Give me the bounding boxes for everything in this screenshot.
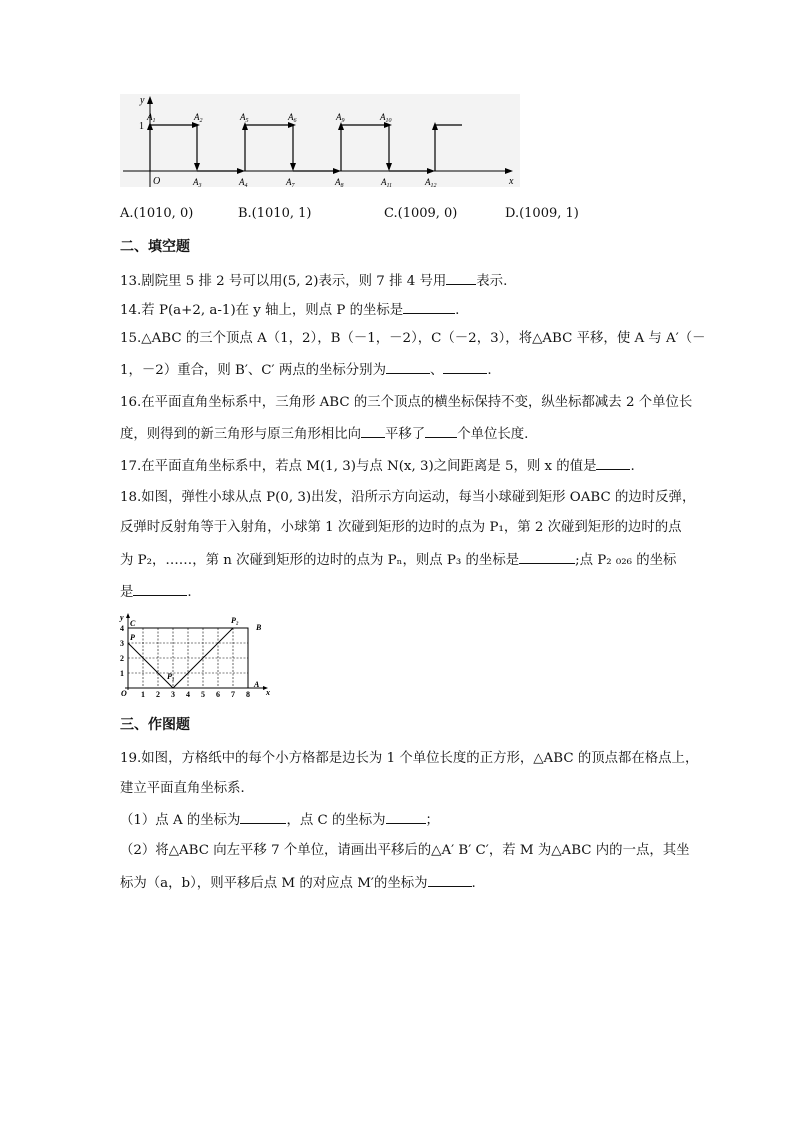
question-16-line2: 度，则得到的新三角形与原三角形相比向 平移了 个单位长度. (120, 424, 528, 444)
fig1-label-a3: $A_3$ (193, 177, 202, 189)
blank-15-c[interactable] (443, 360, 487, 374)
blank-13[interactable] (446, 271, 476, 285)
fig1-label-a2: $A_2$ (194, 112, 203, 124)
fig1-label-a4: $A_4$ (239, 177, 248, 189)
question-15-line2: 1，－2）重合，则 B′、C′ 两点的坐标分别为 、 . (120, 360, 492, 380)
fig2-label-p2: P₂ (231, 616, 239, 625)
question-18-line4: 是 . (120, 582, 192, 602)
fig2-label-p1: P₁ (167, 672, 175, 681)
fig2-x-tick: 7 (231, 690, 235, 699)
zigzag-path-figure (115, 92, 525, 192)
fig1-label-a8: $A_8$ (335, 177, 344, 189)
fig1-label-a1: $A_1$ (147, 112, 156, 124)
rectangle-bounce-figure (116, 612, 276, 702)
fig2-x-tick: 6 (216, 690, 220, 699)
blank-14[interactable] (403, 300, 455, 314)
question-16-line1: 16.在平面直角坐标系中，三角形 ABC 的三个顶点的横坐标保持不变，纵坐标都减去 2 个单位长 (120, 395, 693, 410)
question-13: 13.剧院里 5 排 2 号可以用(5, 2)表示，则 7 排 4 号用 表示. (120, 271, 507, 291)
fig1-label-a7: $A_7$ (286, 177, 295, 189)
fig2-y-tick: 1 (120, 669, 124, 678)
fig2-label-p: P (130, 633, 135, 642)
fig2-label-o: O (121, 689, 127, 698)
option-c[interactable]: C.(1009, 0) (384, 206, 458, 221)
blank-15-b[interactable] (386, 360, 430, 374)
fig1-label-a9: $A_9$ (336, 112, 345, 124)
fig2-y-tick: 4 (120, 624, 124, 633)
fig1-label-a11: $A_{11}$ (381, 177, 393, 189)
fig1-origin-label: O (153, 176, 161, 187)
fig2-x-tick: 1 (141, 690, 145, 699)
fig2-x-tick: 8 (246, 690, 250, 699)
question-17: 17.在平面直角坐标系中，若点 M(1, 3)与点 N(x, 3)之间距离是 5，则 x 的值是 . (120, 456, 635, 476)
option-d[interactable]: D.(1009, 1) (505, 206, 579, 221)
question-19-part1: （1）点 A 的坐标为 ，点 C 的坐标为 ； (120, 810, 439, 830)
blank-19-m[interactable] (428, 873, 472, 887)
fig2-y-tick: 2 (120, 654, 124, 663)
blank-18-p2026[interactable] (133, 582, 187, 596)
blank-18-p3[interactable] (519, 550, 575, 564)
blank-19-c[interactable] (386, 810, 426, 824)
fig1-label-a5: $A_5$ (240, 112, 249, 124)
fig2-x-tick: 3 (171, 690, 175, 699)
fig1-y-label: y (140, 95, 145, 106)
fig1-unit-label: 1 (139, 121, 144, 132)
fig2-label-a: A (254, 680, 260, 689)
fig1-label-a6: $A_6$ (288, 112, 297, 124)
option-a[interactable]: A.(1010, 0) (120, 206, 194, 221)
fig2-y-tick: 3 (120, 639, 124, 648)
fig2-label-b: B (256, 623, 262, 632)
fig1-x-label: x (509, 176, 514, 187)
fig2-x-tick: 2 (156, 690, 160, 699)
question-19-part2-line1: （2）将△ABC 向左平移 7 个单位，请画出平移后的△A′ B′ C′，若 M 为△ABC 内的一点，其坐 (120, 843, 690, 858)
fig2-y-label: y (120, 613, 124, 622)
section-heading-drawing: 三、作图题 (120, 717, 190, 733)
option-b[interactable]: B.(1010, 1) (238, 206, 312, 221)
question-19-part2-line2: 标为（a，b），则平移后点 M 的对应点 M′的坐标为 . (120, 873, 476, 893)
fig2-x-tick: 5 (201, 690, 205, 699)
question-19-line1: 19.如图，方格纸中的每个小方格都是边长为 1 个单位长度的正方形，△ABC 的顶点都在格点上， (120, 751, 699, 766)
question-18-line3: 为 P₂，……，第 n 次碰到矩形的边时的点为 Pₙ，则点 P₃ 的坐标是 ;点 P₂ ₀₂₆ 的坐标 (120, 550, 676, 570)
question-15-line1: 15.△ABC 的三个顶点 A（1，2），B（－1，－2），C（－2，3），将△ABC 平移，使 A 与 A′（－ (120, 331, 706, 346)
blank-16-direction[interactable] (361, 424, 385, 438)
fig2-x-tick: 4 (186, 690, 190, 699)
question-19-line2: 建立平面直角坐标系． (120, 781, 254, 796)
blank-17[interactable] (596, 456, 630, 470)
blank-16-units[interactable] (425, 424, 457, 438)
blank-19-a[interactable] (240, 810, 286, 824)
fig1-label-a12: $A_{12}$ (425, 177, 437, 189)
fig1-label-a10: $A_{10}$ (380, 112, 392, 124)
question-14: 14.若 P(a+2, a-1)在 y 轴上，则点 P 的坐标是 . (120, 300, 459, 320)
question-18-line2: 反弹时反射角等于入射角，小球第 1 次碰到矩形的边时的点为 P₁，第 2 次碰到矩形的边时的点 (120, 520, 682, 535)
fig2-label-c: C (130, 619, 136, 628)
fig2-x-label: x (266, 688, 270, 697)
question-18-line1: 18.如图，弹性小球从点 P(0, 3)出发，沿所示方向运动，每当小球碰到矩形 OABC 的边时反弹， (120, 490, 696, 505)
section-heading-fill-blank: 二、填空题 (120, 239, 190, 255)
